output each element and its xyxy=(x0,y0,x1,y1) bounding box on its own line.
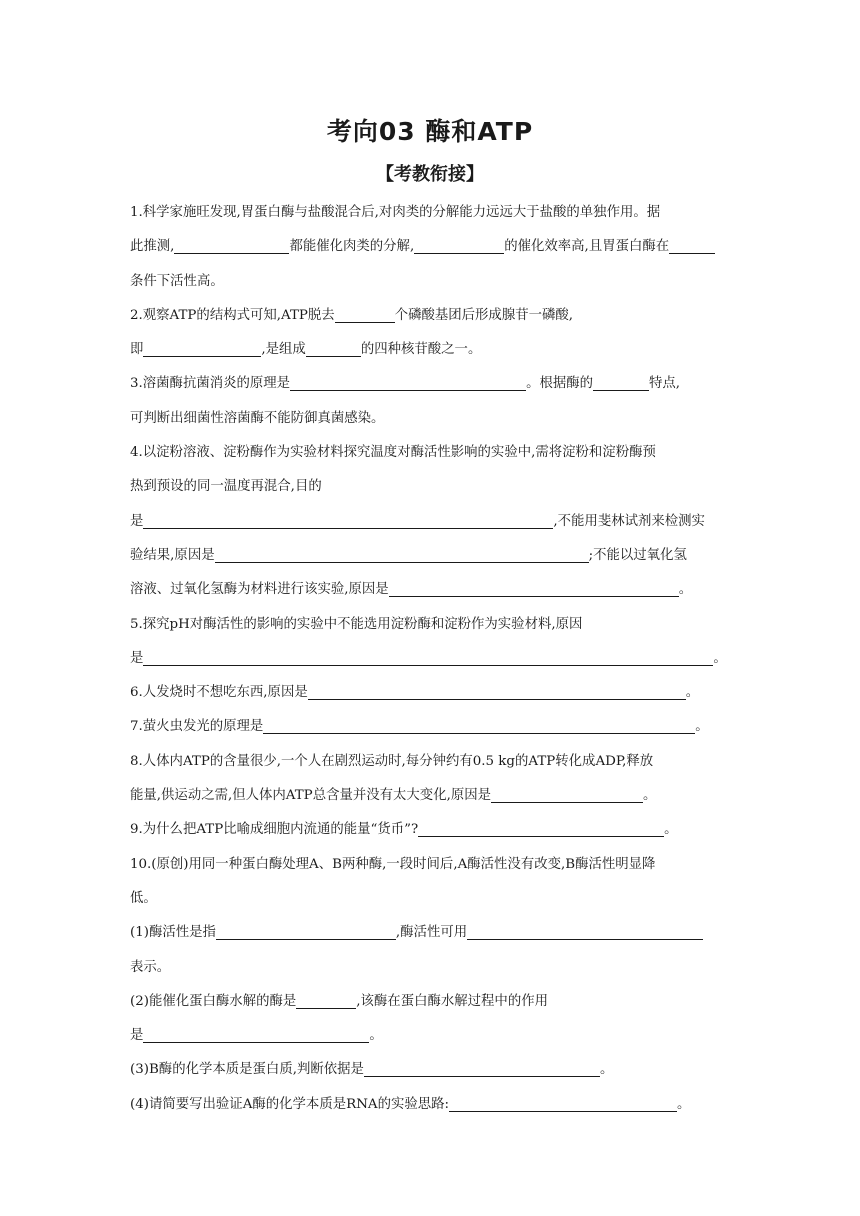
q4-line-5 xyxy=(130,573,732,607)
q4-line-2 xyxy=(130,470,732,504)
q8-line-2 xyxy=(130,779,732,813)
answer-blank[interactable] xyxy=(335,306,395,323)
text-segment: 。 xyxy=(685,685,700,701)
answer-blank[interactable] xyxy=(174,237,289,254)
text-segment: 即 xyxy=(130,342,144,358)
text-segment: 3.溶菌酶抗菌消炎的原理是 xyxy=(130,376,291,392)
text-segment: 是 xyxy=(130,650,144,666)
q7-line xyxy=(130,710,732,744)
answer-blank[interactable] xyxy=(449,1095,677,1112)
text-segment: 1.科学家施旺发现,胃蛋白酶与盐酸混合后,对肉类的分解能力远远大于盐酸的单独作用。据 xyxy=(130,205,661,220)
q10-4-line xyxy=(130,1088,732,1122)
text-segment: 10.(原创)用同一种蛋白酶处理A、B两种酶,一段时间后,A酶活性没有改变,B酶活性明显降 xyxy=(130,856,656,872)
q3-line-2 xyxy=(130,402,732,436)
question-body xyxy=(130,196,732,1122)
text-segment: 是 xyxy=(130,1028,144,1044)
text-segment: 5.探究pH对酶活性的影响的实验中不能选用淀粉酶和淀粉作为实验材料,原因 xyxy=(130,616,583,632)
text-segment: 。 xyxy=(369,1028,383,1044)
text-segment: 。 xyxy=(643,788,657,804)
text-segment: ;不能以过氧化氢 xyxy=(588,547,687,563)
answer-blank[interactable] xyxy=(143,649,713,666)
answer-blank[interactable] xyxy=(143,1026,369,1043)
text-segment: 8.人体内ATP的含量很少,一个人在剧烈运动时,每分钟约有0.5 kg的ATP转化成ADP,释放 xyxy=(130,753,654,769)
q4-line-1 xyxy=(130,436,732,470)
text-segment: 是 xyxy=(130,513,144,529)
text-segment: ,是组成 xyxy=(261,342,306,358)
answer-blank[interactable] xyxy=(290,374,526,391)
q1-line-2 xyxy=(130,230,732,264)
answer-blank[interactable] xyxy=(143,512,553,529)
text-segment: 此推测, xyxy=(130,239,175,255)
answer-blank[interactable] xyxy=(306,340,361,357)
q8-line-1 xyxy=(130,745,732,779)
q5-line-1 xyxy=(130,608,732,642)
text-segment: 。 xyxy=(664,822,678,838)
text-segment: 溶液、过氧化氢酶为材料进行该实验,原因是 xyxy=(130,582,389,598)
answer-blank[interactable] xyxy=(263,717,695,734)
answer-blank[interactable] xyxy=(215,546,589,563)
answer-blank[interactable] xyxy=(467,923,703,940)
text-segment: 的催化效率高,且胃蛋白酶在 xyxy=(504,239,670,255)
text-segment: ,该酶在蛋白酶水解过程中的作用 xyxy=(356,993,548,1009)
q2-line-2 xyxy=(130,333,732,367)
text-segment: 表示。 xyxy=(130,959,171,975)
q1-line-1 xyxy=(130,196,732,230)
text-segment: 2.观察ATP的结构式可知,ATP脱去 xyxy=(130,307,335,323)
q10-2-line-2 xyxy=(130,1019,732,1053)
q10-line-1 xyxy=(130,848,732,882)
text-segment: (4)请简要写出验证A酶的化学本质是RNA的实验思路: xyxy=(130,1096,450,1112)
text-segment: ,不能用斐林试剂来检测实 xyxy=(553,513,705,529)
text-segment: 。 xyxy=(695,719,709,735)
text-segment: 6.人发烧时不想吃东西,原因是 xyxy=(130,685,308,701)
text-segment: 。 xyxy=(678,582,693,598)
text-segment: 7.萤火虫发光的原理是 xyxy=(130,719,264,735)
q1-line-3 xyxy=(130,265,732,299)
answer-blank[interactable] xyxy=(308,683,686,700)
text-segment: 验结果,原因是 xyxy=(130,547,215,563)
answer-blank[interactable] xyxy=(216,923,396,940)
text-segment: 。 xyxy=(713,650,727,666)
answer-blank[interactable] xyxy=(389,580,679,597)
q4-line-3 xyxy=(130,505,732,539)
text-segment: ,酶活性可用 xyxy=(395,925,468,941)
answer-blank[interactable] xyxy=(296,992,356,1009)
text-segment: 特点, xyxy=(649,376,681,392)
answer-blank[interactable] xyxy=(143,340,261,357)
text-segment: 个磷酸基团后形成腺苷一磷酸, xyxy=(394,307,574,323)
q2-line-1 xyxy=(130,299,732,333)
answer-blank[interactable] xyxy=(669,237,715,254)
text-segment: 4.以淀粉溶液、淀粉酶作为实验材料探究温度对酶活性影响的实验中,需将淀粉和淀粉酶预 xyxy=(130,445,656,461)
text-segment: 。根据酶的 xyxy=(526,376,594,392)
q10-1-line-1 xyxy=(130,916,732,950)
text-segment: 可判断出细菌性溶菌酶不能防御真菌感染。 xyxy=(130,410,385,426)
page-title: 考向03 酶和ATP xyxy=(326,117,534,146)
q6-line xyxy=(130,676,732,710)
text-segment: 都能催化肉类的分解, xyxy=(289,239,415,255)
text-segment: (2)能催化蛋白酶水解的酶是 xyxy=(130,993,297,1009)
q4-line-4 xyxy=(130,539,732,573)
section-heading: 【考教衔接】 xyxy=(376,164,484,185)
text-segment: 的四种核苷酸之一。 xyxy=(360,342,482,358)
q10-3-line xyxy=(130,1053,732,1087)
answer-blank[interactable] xyxy=(414,237,504,254)
q5-line-2 xyxy=(130,642,732,676)
q9-line xyxy=(130,813,732,847)
text-segment: 。 xyxy=(677,1096,691,1112)
text-segment: 低。 xyxy=(130,890,157,906)
answer-blank[interactable] xyxy=(418,820,664,837)
text-segment: 。 xyxy=(599,1062,614,1078)
q10-line-2 xyxy=(130,882,732,916)
answer-blank[interactable] xyxy=(364,1060,600,1077)
answer-blank[interactable] xyxy=(593,374,649,391)
text-segment: (3)B酶的化学本质是蛋白质,判断依据是 xyxy=(130,1062,364,1078)
q3-line-1 xyxy=(130,367,732,401)
answer-blank[interactable] xyxy=(491,786,643,803)
q10-2-line-1 xyxy=(130,985,732,1019)
q10-1-line-2 xyxy=(130,951,732,985)
text-segment: (1)酶活性是指 xyxy=(130,925,216,941)
text-segment: 能量,供运动之需,但人体内ATP总含量并没有太大变化,原因是 xyxy=(130,788,492,804)
text-segment: 条件下活性高。 xyxy=(130,273,224,289)
text-segment: 热到预设的同一温度再混合,目的 xyxy=(130,479,322,495)
text-segment: 9.为什么把ATP比喻成细胞内流通的能量“货币”? xyxy=(130,822,419,838)
